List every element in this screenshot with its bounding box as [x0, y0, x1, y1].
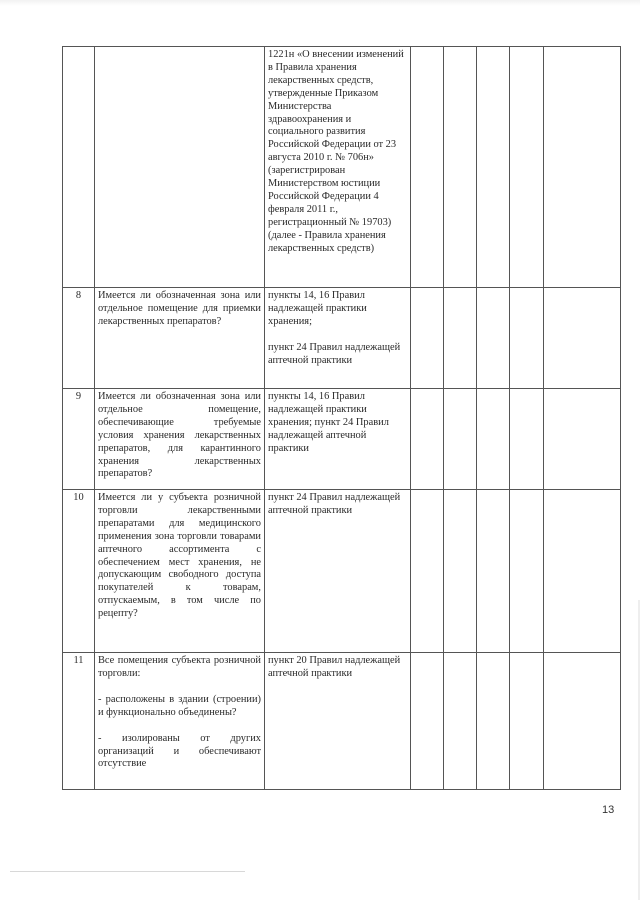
answer-cell	[411, 490, 444, 653]
question-text: - расположены в здании (строении) и функционально объединены?	[98, 693, 261, 718]
table-row	[63, 47, 621, 288]
answer-cell	[444, 288, 477, 389]
answer-cell	[477, 288, 510, 389]
question-text: Все помещения субъекта розничной торговли:	[98, 655, 261, 679]
reference-cell	[265, 47, 411, 288]
row-number: 9	[63, 389, 95, 490]
note-cell	[544, 653, 621, 790]
answer-cell	[411, 389, 444, 490]
question-text: Имеется ли у субъекта розничной торговли лекарственными препаратами для медицинского применения зона торговли товарами аптечного ассортимента с обеспечением мест хранения, не допускающим свободного доступа покупателей к товарам, отпускаемым, в том числе по рецепту?	[98, 492, 261, 620]
question-cell	[95, 653, 265, 790]
answer-cell	[510, 288, 544, 389]
row-number: 10	[63, 490, 95, 653]
answer-cell	[510, 389, 544, 490]
question-cell	[95, 288, 265, 389]
answer-cell	[477, 490, 510, 653]
scan-edge	[0, 0, 640, 6]
question-text: - изолированы от других организаций и обеспечивают отсутствие	[98, 732, 261, 770]
row-number: 11	[63, 653, 95, 790]
answer-cell	[477, 389, 510, 490]
reference-text: пункты 14, 16 Правил надлежащей практики хранения; пункт 24 Правил надлежащей аптечной практики	[268, 391, 389, 454]
table-row	[63, 653, 621, 790]
table-row	[63, 490, 621, 653]
question-cell	[95, 389, 265, 490]
answer-cell	[411, 288, 444, 389]
scan-artifact	[10, 871, 245, 872]
reference-text: пункты 14, 16 Правил надлежащей практики хранения;	[268, 290, 367, 327]
question-text: Имеется ли обозначенная зона или отдельное помещение, обеспечивающие требуемые условия хранения лекарственных препаратов, для карантинного хранения лекарственных препаратов?	[98, 391, 261, 480]
answer-cell	[444, 653, 477, 790]
checklist-table	[62, 46, 621, 790]
answer-cell	[510, 47, 544, 288]
answer-cell	[411, 653, 444, 790]
answer-cell	[444, 47, 477, 288]
answer-cell	[477, 47, 510, 288]
note-cell	[544, 47, 621, 288]
reference-text: пункт 24 Правил надлежащей аптечной практики	[268, 492, 401, 516]
note-cell	[544, 389, 621, 490]
row-number: 8	[63, 288, 95, 389]
answer-cell	[444, 490, 477, 653]
answer-cell	[444, 389, 477, 490]
reference-cell	[265, 389, 411, 490]
answer-cell	[411, 47, 444, 288]
answer-cell	[477, 653, 510, 790]
reference-cell	[265, 288, 411, 389]
reference-cell	[265, 653, 411, 790]
row-number	[63, 47, 95, 288]
table-row	[63, 389, 621, 490]
answer-cell	[510, 490, 544, 653]
question-cell	[95, 47, 265, 288]
question-cell	[95, 490, 265, 653]
table-row	[63, 288, 621, 389]
reference-cell	[265, 490, 411, 653]
reference-text: пункт 24 Правил надлежащей аптечной практики	[268, 341, 401, 366]
page-number: 13	[602, 804, 615, 816]
reference-text: 1221н «О внесении изменений в Правила хранения лекарственных средств, утвержденные Приказом Министерства здравоохранения и социального развития Российской Федерации от 23 августа 2010 г. № 706н» (зарегистрирован Министерством юстиции Российской Федерации 4 февраля 2011 г., регистрационный № 19703) (далее - Правила хранения лекарственных средств)	[268, 49, 404, 254]
note-cell	[544, 288, 621, 389]
question-text: Имеется ли обозначенная зона или отдельное помещение для приемки лекарственных препаратов?	[98, 290, 261, 327]
reference-text: пункт 20 Правил надлежащей аптечной практики	[268, 655, 401, 679]
note-cell	[544, 490, 621, 653]
answer-cell	[510, 653, 544, 790]
